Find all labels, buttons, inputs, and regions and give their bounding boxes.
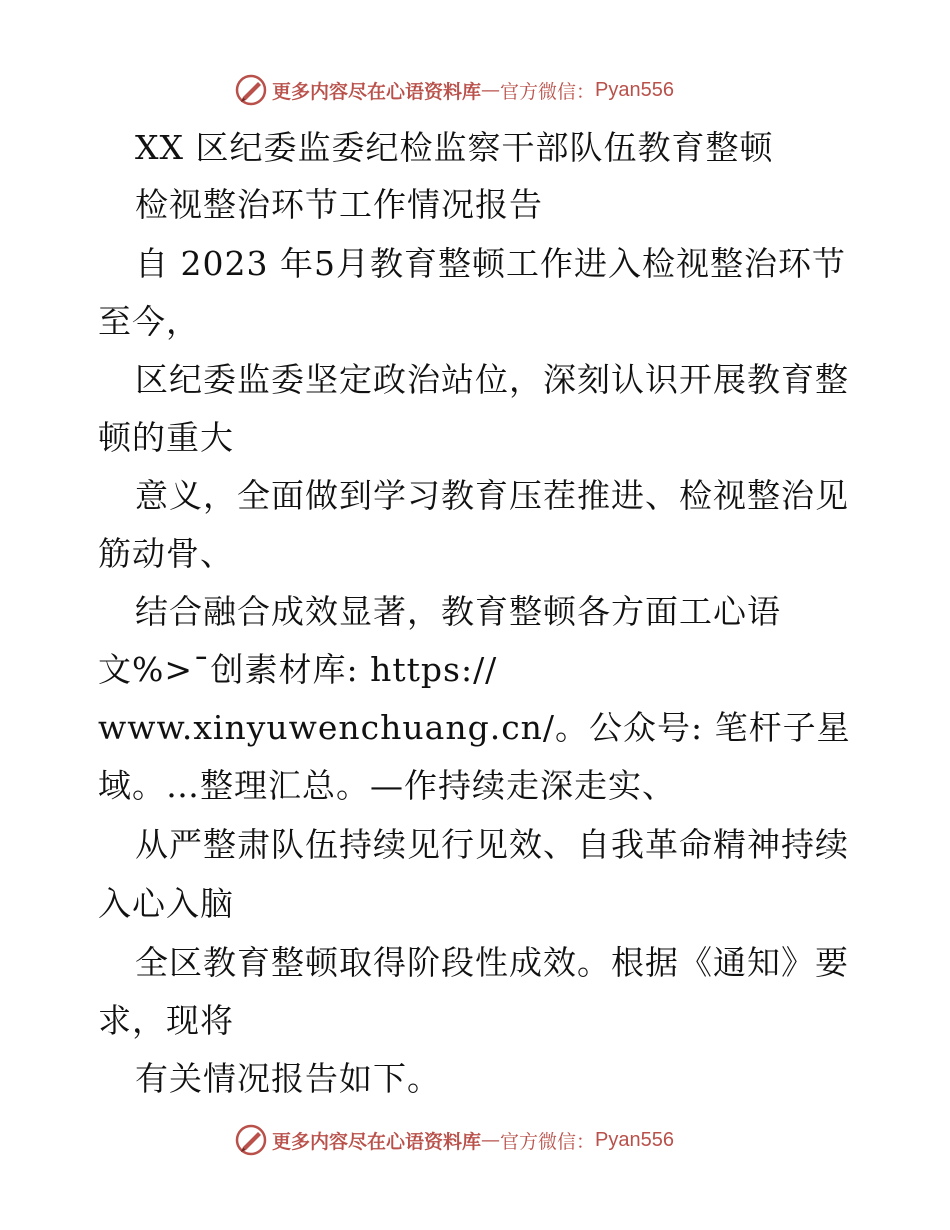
pen-logo-icon <box>234 1123 268 1157</box>
banner-wechat-id: Pyan556 <box>595 1128 674 1151</box>
document-title-line-1: XX 区纪委监委纪检监察干部队伍教育整顿 <box>135 128 774 167</box>
paragraph-line: 顿的重大 <box>98 418 234 457</box>
paragraph-line: 入心入脑 <box>98 884 234 923</box>
paragraph-line: www.xinyuwenchuang.cn/。公众号: 笔杆子星 <box>98 708 851 747</box>
footer-banner <box>234 1122 674 1158</box>
header-banner <box>234 72 674 108</box>
paragraph-line: 意义，全面做到学习教育压茬推进、检视整治见 <box>135 476 849 515</box>
paragraph-line: 域。…整理汇总。—作持续走深走实、 <box>98 766 676 805</box>
banner-wechat-id: Pyan556 <box>595 78 674 101</box>
paragraph-line: 全区教育整顿取得阶段性成效。根据《通知》要 <box>135 943 849 982</box>
paragraph-line: 区纪委监委坚定政治站位，深刻认识开展教育整 <box>135 360 849 399</box>
paragraph-line: 自 2023 年5月教育整顿工作进入检视整治环节 <box>135 244 846 283</box>
paragraph-line: 从严整肃队伍持续见行见效、自我革命精神持续 <box>135 825 849 864</box>
document-title-line-2: 检视整治环节工作情况报告 <box>135 185 543 224</box>
banner-separator: — <box>481 1129 501 1151</box>
paragraph-line: 有关情况报告如下。 <box>135 1059 441 1098</box>
pen-logo-icon <box>234 73 268 107</box>
banner-text: 更多内容尽在心语资料库 <box>272 80 482 103</box>
paragraph-line: 文%>¯创素材库: https:// <box>98 650 498 689</box>
paragraph-line: 至今， <box>98 302 200 341</box>
paragraph-line: 求，现将 <box>98 1001 234 1040</box>
paragraph-line: 结合融合成效显著，教育整顿各方面工心语 <box>135 592 781 631</box>
paragraph-line: 筋动骨、 <box>98 534 234 573</box>
banner-wechat-label: 官方微信： <box>500 1130 596 1153</box>
banner-wechat-label: 官方微信： <box>500 80 596 103</box>
banner-text: 更多内容尽在心语资料库 <box>272 1130 482 1153</box>
banner-separator: — <box>481 79 501 101</box>
